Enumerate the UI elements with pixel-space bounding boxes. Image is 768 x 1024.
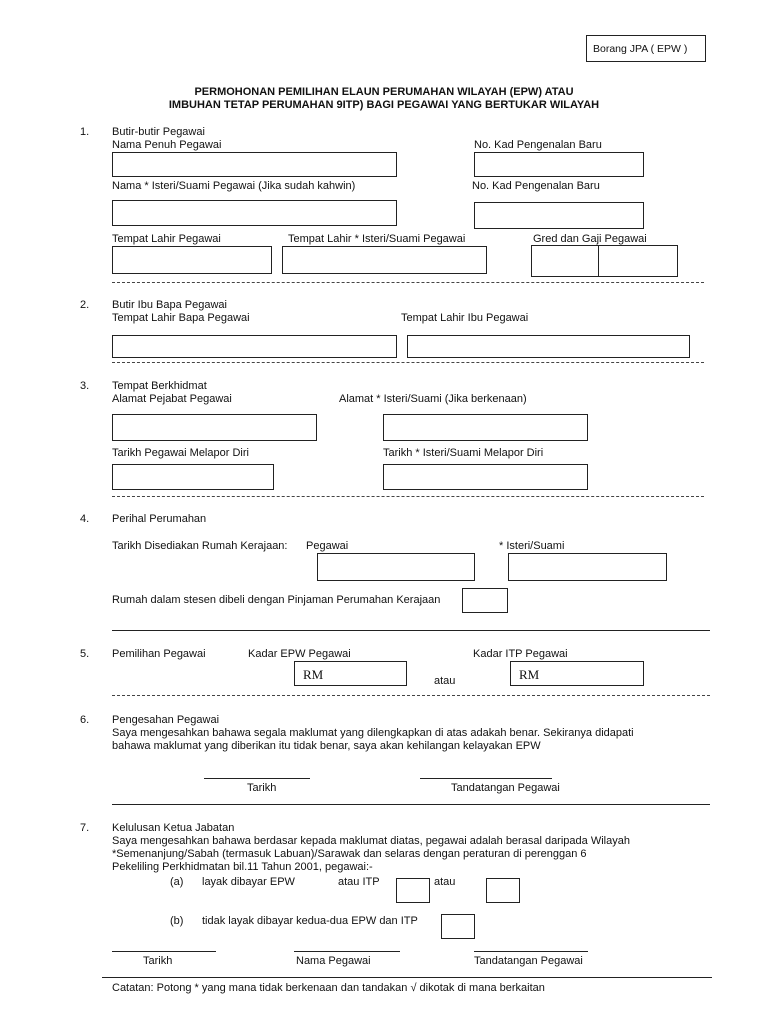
form-code: Borang JPA ( EPW ) xyxy=(593,43,688,55)
label-kadar-epw: Kadar EPW Pegawai xyxy=(248,648,351,660)
divider xyxy=(112,496,704,497)
label-tempat-lahir: Tempat Lahir Pegawai xyxy=(112,233,221,245)
label-tandatangan-6: Tandatangan Pegawai xyxy=(451,782,560,794)
input-nama-isteri[interactable] xyxy=(112,200,397,226)
signature-line-nama-7[interactable] xyxy=(294,951,400,952)
label-atau: atau xyxy=(434,675,456,687)
divider xyxy=(112,695,710,696)
label-tarikh-lapor-isteri: Tarikh * Isteri/Suami Melapor Diri xyxy=(383,447,544,459)
label-kadar-itp: Kadar ITP Pegawai xyxy=(473,648,568,660)
option-b-text: tidak layak dibayar kedua-dua EPW dan ITP xyxy=(202,915,418,927)
label-tarikh-7: Tarikh xyxy=(143,955,173,967)
section-2-number: 2. xyxy=(80,299,90,311)
input-alamat-pejabat[interactable] xyxy=(112,414,317,441)
section-6-heading: Pengesahan Pegawai xyxy=(112,714,220,726)
input-tarikh-lapor[interactable] xyxy=(112,464,274,490)
label-alamat-pejabat: Alamat Pejabat Pegawai xyxy=(112,393,232,405)
option-a-text: layak dibayar EPW xyxy=(202,876,295,888)
catatan-note: Catatan: Potong * yang mana tidak berkenaan dan tandakan √ dikotak di mana berkaitan xyxy=(112,982,545,994)
label-nama-7: Nama Pegawai xyxy=(296,955,371,967)
section-5-heading: Pemilihan Pegawai xyxy=(112,648,206,660)
section-7-heading: Kelulusan Ketua Jabatan xyxy=(112,822,235,834)
divider xyxy=(102,977,712,978)
signature-line-tandatangan-7[interactable] xyxy=(474,951,588,952)
input-ibu[interactable] xyxy=(407,335,690,358)
kelulusan-text-1: Saya mengesahkan bahawa berdasar kepada maklumat diatas, pegawai adalah berasal daripada Wilayah xyxy=(112,835,630,847)
checkbox-layak[interactable] xyxy=(396,878,430,903)
input-gred[interactable] xyxy=(531,245,599,277)
checkbox-rumah-dibeli[interactable] xyxy=(462,588,508,613)
label-pegawai: Pegawai xyxy=(306,540,349,552)
option-a-atau: atau xyxy=(434,876,456,888)
label-isteri: * Isteri/Suami xyxy=(499,540,565,552)
section-7-number: 7. xyxy=(80,822,90,834)
input-ic-baru[interactable] xyxy=(474,152,644,177)
option-a-itp: atau ITP xyxy=(338,876,380,888)
divider xyxy=(112,804,710,805)
label-tandatangan-7: Tandatangan Pegawai xyxy=(474,955,583,967)
input-bapa[interactable] xyxy=(112,335,397,358)
section-1-heading: Butir-butir Pegawai xyxy=(112,126,205,138)
label-tarikh-rumah: Tarikh Disediakan Rumah Kerajaan: xyxy=(112,540,288,552)
input-tarikh-lapor-isteri[interactable] xyxy=(383,464,588,490)
label-gred: Gred dan Gaji Pegawai xyxy=(533,233,647,245)
input-kadar-epw[interactable] xyxy=(294,661,407,686)
input-tempat-lahir-isteri[interactable] xyxy=(282,246,487,274)
pengesahan-text-2: bahawa maklumat yang diberikan itu tidak benar, saya akan kehilangan kelayakan EPW xyxy=(112,740,541,752)
label-nama-penuh: Nama Penuh Pegawai xyxy=(112,139,222,151)
label-nama-isteri: Nama * Isteri/Suami Pegawai (Jika sudah kahwin) xyxy=(112,180,356,192)
rm-label-epw: RM xyxy=(303,667,324,682)
section-3-heading: Tempat Berkhidmat xyxy=(112,380,207,392)
section-5-number: 5. xyxy=(80,648,90,660)
label-tempat-lahir-isteri: Tempat Lahir * Isteri/Suami Pegawai xyxy=(288,233,466,245)
rm-label-itp: RM xyxy=(519,667,540,682)
pengesahan-text-1: Saya mengesahkan bahawa segala maklumat yang dilengkapkan di atas adakah benar. Sekiranya didapati xyxy=(112,727,634,739)
kelulusan-text-2: *Semenanjung/Sabah (termasuk Labuan)/Sarawak dan selaras dengan peraturan di perenggan 6 xyxy=(112,848,587,860)
label-ic-baru-2: No. Kad Pengenalan Baru xyxy=(472,180,600,192)
checkbox-tidak-layak[interactable] xyxy=(441,914,475,939)
option-a-label: (a) xyxy=(170,876,184,888)
kelulusan-text-3: Pekeliling Perkhidmatan bil.11 Tahun 2001, pegawai:- xyxy=(112,861,373,873)
input-gaji[interactable] xyxy=(598,245,678,277)
section-6-number: 6. xyxy=(80,714,90,726)
title-line-1: PERMOHONAN PEMILIHAN ELAUN PERUMAHAN WILAYAH (EPW) ATAU xyxy=(194,86,574,98)
section-4-number: 4. xyxy=(80,513,90,525)
label-tarikh-6: Tarikh xyxy=(247,782,277,794)
signature-line-tarikh-7[interactable] xyxy=(112,951,216,952)
label-tarikh-lapor: Tarikh Pegawai Melapor Diri xyxy=(112,447,249,459)
signature-line-tarikh[interactable] xyxy=(204,778,310,779)
label-ic-baru: No. Kad Pengenalan Baru xyxy=(474,139,602,151)
label-bapa: Tempat Lahir Bapa Pegawai xyxy=(112,312,250,324)
divider xyxy=(112,362,704,363)
input-alamat-isteri[interactable] xyxy=(383,414,588,441)
section-3-number: 3. xyxy=(80,380,90,392)
option-b-label: (b) xyxy=(170,915,184,927)
label-ibu: Tempat Lahir Ibu Pegawai xyxy=(401,312,529,324)
divider xyxy=(112,282,704,283)
label-rumah-dibeli: Rumah dalam stesen dibeli dengan Pinjaman Perumahan Kerajaan xyxy=(112,594,441,606)
input-tempat-lahir[interactable] xyxy=(112,246,272,274)
title-line-2: IMBUHAN TETAP PERUMAHAN 9ITP) BAGI PEGAWAI YANG BERTUKAR WILAYAH xyxy=(168,99,600,111)
input-nama-penuh[interactable] xyxy=(112,152,397,177)
divider xyxy=(112,630,710,631)
input-tarikh-rumah-isteri[interactable] xyxy=(508,553,667,581)
input-kadar-itp[interactable] xyxy=(510,661,644,686)
checkbox-itp[interactable] xyxy=(486,878,520,903)
section-4-heading: Perihal Perumahan xyxy=(112,513,207,525)
input-tarikh-rumah-pegawai[interactable] xyxy=(317,553,475,581)
form-code-box xyxy=(586,35,706,62)
signature-line-tandatangan[interactable] xyxy=(420,778,552,779)
label-alamat-isteri: Alamat * Isteri/Suami (Jika berkenaan) xyxy=(339,393,527,405)
section-2-heading: Butir Ibu Bapa Pegawai xyxy=(112,299,227,311)
input-ic-baru-2[interactable] xyxy=(474,202,644,229)
section-1-number: 1. xyxy=(80,126,90,138)
